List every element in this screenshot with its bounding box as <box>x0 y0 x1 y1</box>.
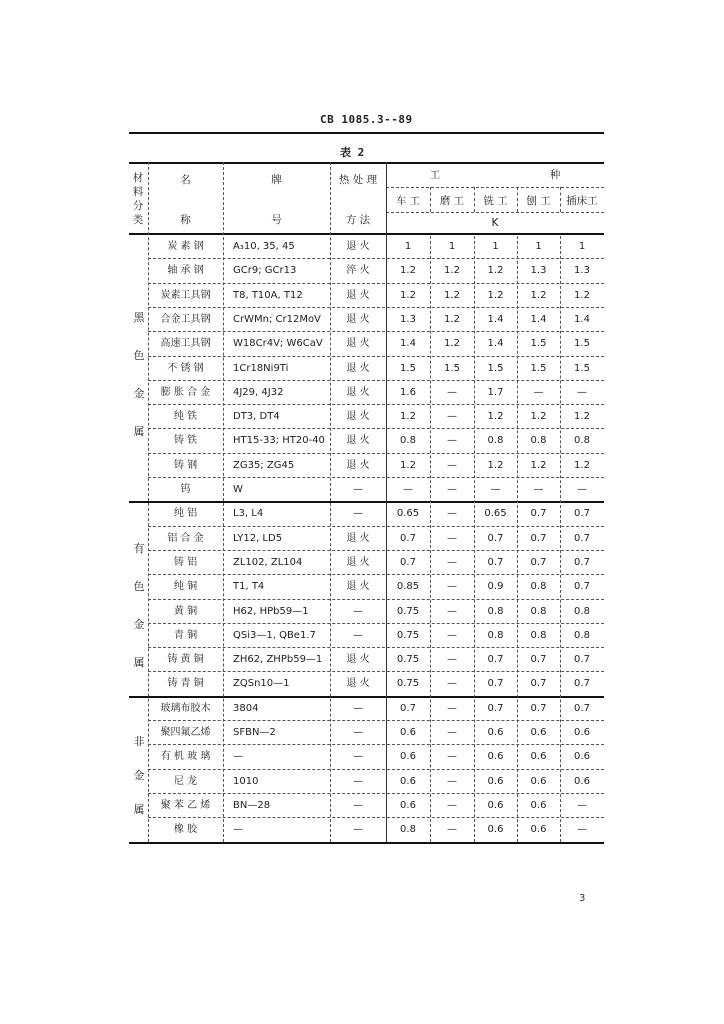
material-name: 铝 合 金 <box>167 532 204 544</box>
row-rule <box>148 404 604 405</box>
row-rule <box>148 331 604 332</box>
grade-header: 号 <box>271 214 282 226</box>
k-value: 1.2 <box>444 338 460 350</box>
row-rule <box>148 477 604 478</box>
k-value: 0.6 <box>574 751 590 763</box>
k-value: 0.7 <box>574 678 590 690</box>
k-value: 0.7 <box>574 556 590 568</box>
row-rule <box>148 574 604 575</box>
k-value: 0.6 <box>487 727 504 738</box>
k-value: 0.6 <box>530 775 547 787</box>
heat-treatment: — <box>353 751 363 763</box>
process-column-header: 磨 工 <box>439 195 465 207</box>
k-value: 1.4 <box>400 338 416 350</box>
k-value: 0.6 <box>530 727 547 738</box>
material-grade: 1Cr18Ni9Ti <box>233 362 289 374</box>
k-value: 0.8 <box>487 605 504 617</box>
material-grade: ZL102, ZL104 <box>233 556 303 568</box>
heat-treatment: 淬 火 <box>346 265 370 277</box>
material-grade: HT15-33; HT20-40 <box>233 435 325 447</box>
group-label-char: 金 <box>133 768 145 782</box>
material-name: 铸 钢 <box>173 459 198 471</box>
row-rule <box>148 817 604 818</box>
category-header-char: 料 <box>132 186 144 198</box>
material-grade: W <box>233 484 243 495</box>
k-value: 0.7 <box>530 654 547 666</box>
process-header: 工 <box>429 169 441 181</box>
k-value: — <box>447 727 457 738</box>
k-value: 0.8 <box>574 629 590 641</box>
k-value: 0.7 <box>487 678 504 690</box>
k-value: — <box>447 435 457 447</box>
process-column-header: 车 工 <box>395 195 421 207</box>
material-name: 青 铜 <box>173 629 198 641</box>
k-value: 1.2 <box>400 411 416 423</box>
process-divider <box>430 187 431 212</box>
heat-treatment: 退 火 <box>346 556 370 568</box>
k-value: 0.6 <box>487 751 504 763</box>
k-value: 0.8 <box>574 605 590 617</box>
material-name: 纯 铁 <box>173 411 198 423</box>
k-header: K <box>491 217 499 229</box>
k-value: — <box>447 581 457 593</box>
group-label-char: 属 <box>133 802 145 816</box>
k-value: 1.2 <box>530 411 547 423</box>
material-grade: T1, T4 <box>233 581 265 593</box>
k-value: — <box>577 824 587 836</box>
material-name: 聚四氟乙烯 <box>160 727 211 738</box>
k-value: 0.7 <box>530 678 547 690</box>
heat-treatment: — <box>353 702 363 714</box>
k-value: 1.3 <box>574 265 590 277</box>
k-value: 1.4 <box>530 313 547 325</box>
row-rule <box>148 793 604 794</box>
group-label-char: 非 <box>133 734 145 748</box>
k-value: 0.8 <box>530 435 547 447</box>
column-divider <box>386 162 387 842</box>
k-value: 1.2 <box>574 411 590 423</box>
heat-treatment: — <box>353 508 363 520</box>
k-value: 0.6 <box>487 775 504 787</box>
material-name: 黄 铜 <box>173 605 198 617</box>
row-rule <box>148 599 604 600</box>
process-divider <box>560 187 561 212</box>
k-value: — <box>447 532 457 544</box>
k-value: 0.6 <box>530 799 547 811</box>
category-header-char: 材 <box>132 172 144 184</box>
k-value: 1.2 <box>487 289 504 301</box>
name-header: 名 <box>180 174 191 186</box>
k-value: 0.7 <box>574 508 590 520</box>
k-value: 0.75 <box>396 605 420 617</box>
header-top-rule <box>129 162 604 164</box>
k-value: 0.6 <box>400 751 416 763</box>
heat-treatment: — <box>353 775 363 787</box>
k-value: 1.5 <box>530 338 547 350</box>
group-label-char: 色 <box>133 579 145 593</box>
group-label-char: 黑 <box>133 310 145 324</box>
k-value: 1.5 <box>487 362 504 374</box>
k-value: 0.8 <box>574 435 590 447</box>
k-value: — <box>447 702 457 714</box>
k-value: 0.8 <box>530 629 547 641</box>
k-value: 1.2 <box>400 289 416 301</box>
row-rule <box>148 647 604 648</box>
material-grade: LY12, LD5 <box>233 532 283 544</box>
heat-treatment: 退 火 <box>346 338 370 350</box>
k-value: 1.2 <box>487 459 504 471</box>
page-number: 3 <box>579 893 586 904</box>
heat-treatment: — <box>353 824 363 836</box>
material-name: 橡 胶 <box>173 824 198 836</box>
k-value: 0.75 <box>396 678 420 690</box>
k-value: 1.5 <box>574 362 590 374</box>
k-value: 1.3 <box>530 265 547 277</box>
k-column-divider <box>517 236 518 842</box>
row-rule <box>148 453 604 454</box>
material-name: 铸 铝 <box>173 556 198 568</box>
k-value: 1.5 <box>530 362 547 374</box>
material-name: 铸 黄 铜 <box>167 654 204 666</box>
k-value: 0.7 <box>530 508 547 520</box>
k-row-rule <box>386 212 604 213</box>
group-separator-rule <box>129 501 604 503</box>
material-name: 纯 铝 <box>173 508 198 520</box>
material-name: 炭 素 钢 <box>167 241 204 252</box>
k-value: 0.7 <box>487 702 504 714</box>
k-value: 1.2 <box>400 459 416 471</box>
k-value: — <box>447 386 457 398</box>
row-rule <box>148 307 604 308</box>
k-value: 0.6 <box>400 775 416 787</box>
k-value: — <box>577 799 587 811</box>
group-label-char: 色 <box>133 348 145 362</box>
k-value: 1.2 <box>487 265 504 277</box>
k-value: 0.6 <box>400 727 416 738</box>
material-name: 钨 <box>180 484 191 495</box>
material-grade: 3804 <box>233 702 259 714</box>
k-value: — <box>447 605 457 617</box>
k-value: 0.8 <box>530 605 547 617</box>
k-value: — <box>447 824 457 836</box>
k-value: 0.7 <box>400 556 416 568</box>
heat-treatment: 退 火 <box>346 435 370 447</box>
k-value: 0.7 <box>400 702 416 714</box>
row-rule <box>148 769 604 770</box>
row-rule <box>148 380 604 381</box>
heat-treatment: 退 火 <box>346 386 370 398</box>
heat-treatment: — <box>353 605 363 617</box>
material-name: 炭素工具钢 <box>160 289 211 301</box>
k-value: — <box>447 654 457 666</box>
heat-header: 方 法 <box>345 214 371 226</box>
heat-header: 热 处 理 <box>338 174 378 186</box>
k-value: 1.4 <box>574 313 590 325</box>
group-label-char: 属 <box>133 424 145 438</box>
material-grade: ZQSn10—1 <box>233 678 290 690</box>
heat-treatment: 退 火 <box>346 678 370 690</box>
k-value: 1.2 <box>487 411 504 423</box>
k-value: 1.5 <box>444 362 460 374</box>
k-value: — <box>533 484 544 495</box>
bottom-rule <box>129 842 604 844</box>
k-value: 1.2 <box>444 313 460 325</box>
k-value: — <box>447 556 457 568</box>
k-value: 1.7 <box>487 386 504 398</box>
material-grade: GCr9; GCr13 <box>233 265 297 277</box>
k-value: 0.65 <box>484 508 507 520</box>
k-value: 1.5 <box>400 362 416 374</box>
name-header: 称 <box>180 214 191 226</box>
material-name: 纯 铜 <box>173 581 198 593</box>
k-value: 1.2 <box>574 289 590 301</box>
k-value: 0.7 <box>530 556 547 568</box>
heat-treatment: — <box>353 629 363 641</box>
material-name: 膨 胀 合 金 <box>160 386 211 398</box>
k-value: — <box>447 799 457 811</box>
process-column-header: 铣 工 <box>483 195 508 207</box>
k-column-divider <box>430 236 431 842</box>
k-value: 1.6 <box>400 386 416 398</box>
column-divider <box>148 162 149 842</box>
group-label-char: 金 <box>133 386 145 400</box>
heat-treatment: — <box>353 799 363 811</box>
heat-treatment: — <box>353 484 363 495</box>
process-divider <box>517 187 518 212</box>
heat-treatment: 退 火 <box>346 411 370 423</box>
row-rule <box>148 623 604 624</box>
column-divider <box>223 162 224 842</box>
k-value: — <box>577 386 587 398</box>
k-value: 1.4 <box>487 338 504 350</box>
k-value: — <box>447 775 457 787</box>
material-grade: T8, T10A, T12 <box>233 289 303 301</box>
heat-treatment: 退 火 <box>346 313 370 325</box>
k-value: 0.7 <box>530 532 547 544</box>
k-value: — <box>447 751 457 763</box>
row-rule <box>148 428 604 429</box>
row-rule <box>148 671 604 672</box>
material-grade: CrWMn; Cr12MoV <box>233 313 321 325</box>
material-name: 聚 苯 乙 烯 <box>160 799 211 811</box>
k-value: 0.7 <box>574 654 590 666</box>
row-rule <box>148 526 604 527</box>
k-value: — <box>447 629 457 641</box>
k-value: — <box>447 678 457 690</box>
material-grade: — <box>233 824 243 836</box>
k-value: 1.2 <box>574 459 590 471</box>
row-rule <box>148 744 604 745</box>
heat-treatment: 退 火 <box>346 362 370 374</box>
heat-treatment: 退 火 <box>346 459 370 471</box>
k-value: 0.6 <box>574 775 590 787</box>
table-caption: 表 2 <box>340 146 365 159</box>
material-grade: SFBN—2 <box>233 727 276 738</box>
heat-treatment: — <box>353 727 363 738</box>
k-value: 0.7 <box>487 556 504 568</box>
k-value: 1.2 <box>400 265 416 277</box>
group-label-char: 属 <box>133 655 145 669</box>
process-header: 种 <box>549 169 561 181</box>
material-grade: DT3, DT4 <box>233 411 280 423</box>
material-name: 玻璃布胶木 <box>160 702 211 714</box>
header-bottom-rule <box>129 233 604 235</box>
k-value: 0.7 <box>400 532 416 544</box>
k-value: 1.2 <box>530 289 547 301</box>
process-column-header: 插床工 <box>566 195 598 207</box>
heat-treatment: 退 火 <box>346 289 370 301</box>
k-value: — <box>490 484 501 495</box>
k-value: 0.6 <box>574 727 590 738</box>
k-value: 1 <box>578 241 586 252</box>
row-rule <box>148 283 604 284</box>
process-divider <box>474 187 475 212</box>
k-value: 1 <box>448 241 456 252</box>
k-value: 1.2 <box>530 459 547 471</box>
k-value: 0.8 <box>530 581 547 593</box>
material-grade: — <box>233 751 243 763</box>
k-column-divider <box>560 236 561 842</box>
k-value: 0.65 <box>396 508 420 520</box>
process-sub-rule <box>386 187 604 188</box>
k-value: 0.6 <box>530 824 547 836</box>
material-name: 有 机 玻 璃 <box>160 751 211 763</box>
k-value: — <box>447 484 457 495</box>
k-value: 1 <box>404 241 412 252</box>
k-value: — <box>447 508 457 520</box>
heat-treatment: 退 火 <box>346 241 370 252</box>
standard-code: CB 1085.3--89 <box>320 113 413 126</box>
k-value: 0.8 <box>400 824 416 836</box>
k-value: 0.8 <box>487 435 504 447</box>
k-value: 0.85 <box>396 581 420 593</box>
k-value: — <box>533 386 544 398</box>
heat-treatment: 退 火 <box>346 654 370 666</box>
k-value: — <box>447 459 457 471</box>
material-grade: 4J29, 4J32 <box>233 386 284 398</box>
material-name: 高速工具钢 <box>160 338 211 350</box>
process-column-header: 刨 工 <box>526 195 551 207</box>
row-rule <box>148 720 604 721</box>
k-value: 1 <box>535 241 542 252</box>
k-value: 0.7 <box>574 581 590 593</box>
k-value: 0.7 <box>530 702 547 714</box>
material-name: 合金工具钢 <box>160 313 211 325</box>
top-rule <box>129 132 604 134</box>
k-value: 0.8 <box>487 629 504 641</box>
k-value: 0.9 <box>487 581 504 593</box>
material-grade: L3, L4 <box>233 508 264 520</box>
k-value: 0.7 <box>487 532 504 544</box>
material-name: 轴 承 钢 <box>167 265 204 277</box>
k-value: 0.7 <box>574 702 590 714</box>
k-value: — <box>577 484 587 495</box>
k-value: — <box>447 411 457 423</box>
k-value: 1.2 <box>444 265 460 277</box>
group-separator-rule <box>129 696 604 698</box>
category-header-char: 类 <box>132 214 144 226</box>
k-value: — <box>403 484 413 495</box>
group-label-char: 有 <box>133 541 145 555</box>
k-column-divider <box>474 236 475 842</box>
k-value: 1.4 <box>487 313 504 325</box>
k-value: 0.7 <box>574 532 590 544</box>
k-value: 0.6 <box>530 751 547 763</box>
k-value: 0.6 <box>487 824 504 836</box>
k-value: 0.75 <box>396 654 420 666</box>
column-divider <box>330 162 331 842</box>
material-grade: W18Cr4V; W6CaV <box>233 338 323 350</box>
k-value: 0.75 <box>396 629 420 641</box>
material-grade: 1010 <box>233 775 259 787</box>
material-grade: ZG35; ZG45 <box>233 459 295 471</box>
category-header-char: 分 <box>132 200 144 212</box>
material-name: 不 锈 钢 <box>167 362 204 374</box>
k-value: 0.6 <box>487 799 504 811</box>
k-value: 0.6 <box>400 799 416 811</box>
material-grade: A₃10, 35, 45 <box>233 241 295 252</box>
material-grade: H62, HPb59—1 <box>233 605 309 617</box>
k-value: 0.8 <box>400 435 416 447</box>
material-grade: ZH62, ZHPb59—1 <box>233 654 323 666</box>
k-value: 0.7 <box>487 654 504 666</box>
heat-treatment: 退 火 <box>346 532 370 544</box>
group-label-char: 金 <box>133 617 145 631</box>
row-rule <box>148 258 604 259</box>
material-name: 铸 铁 <box>173 435 198 447</box>
material-name: 尼 龙 <box>173 775 198 787</box>
k-value: 1.5 <box>574 338 590 350</box>
k-value: 1.3 <box>400 313 416 325</box>
grade-header: 牌 <box>271 174 282 186</box>
heat-treatment: 退 火 <box>346 581 370 593</box>
material-grade: QSi3—1, QBe1.7 <box>233 629 316 641</box>
row-rule <box>148 356 604 357</box>
k-value: 1 <box>492 241 499 252</box>
material-grade: BN—28 <box>233 799 271 811</box>
material-name: 铸 青 铜 <box>167 678 204 690</box>
k-value: 1.2 <box>444 289 460 301</box>
row-rule <box>148 550 604 551</box>
